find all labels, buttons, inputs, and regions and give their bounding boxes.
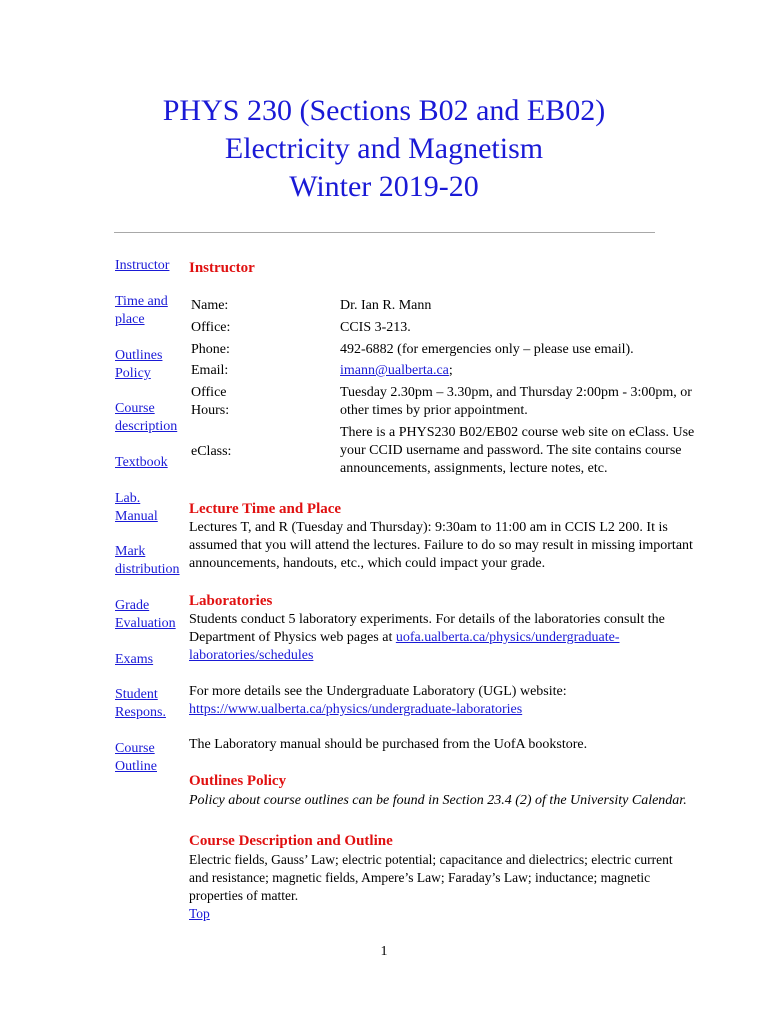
name-label: Name: <box>191 298 229 313</box>
title-divider <box>114 232 655 233</box>
section-heading-laboratories: Laboratories <box>189 593 273 609</box>
page-number: 1 <box>380 944 388 959</box>
nav-link-grade-evaluation[interactable]: Grade Evaluation <box>115 598 176 631</box>
nav-link-mark-distribution[interactable]: Mark distribution <box>115 544 180 577</box>
office-hours-label: Office Hours: <box>191 385 230 418</box>
title-course: PHYS 230 (Sections B02 and EB02) <box>162 94 606 127</box>
nav-link-exams[interactable]: Exams <box>115 652 154 667</box>
lab-manual-text: The Laboratory manual should be purchased from the UofA bookstore. <box>189 737 588 752</box>
nav-link-outlines-policy[interactable]: Outlines Policy <box>115 348 163 381</box>
ugl-website-link[interactable]: https://www.ualberta.ca/physics/undergraduate-laboratories <box>189 702 523 717</box>
office-value: CCIS 3-213. <box>340 320 411 335</box>
outlines-policy-text: Policy about course outlines can be found in Section 23.4 (2) of the University Calendar. <box>189 793 687 808</box>
laboratories-text: Students conduct 5 laboratory experiments. For details of the laboratories consult the Department of Physics web pages at uofa.ualberta.ca/physics/undergraduate- laboratories/schedules <box>189 612 665 663</box>
nav-link-time-and-place[interactable]: Time and place <box>115 294 168 327</box>
lab-schedule-link[interactable]: uofa.ualberta.ca/physics/undergraduate- <box>395 630 620 645</box>
name-value: Dr. Ian R. Mann <box>340 298 432 313</box>
title-subject: Electricity and Magnetism <box>224 132 544 165</box>
nav-link-student-responsibilities[interactable]: Student Respons. <box>115 687 166 720</box>
eclass-value: There is a PHYS230 B02/EB02 course web site on eClass. Use your CCID username and password. The site contains course announcements, assignments, lecture notes, etc. <box>340 425 695 476</box>
email-label: Email: <box>191 363 229 378</box>
phone-label: Phone: <box>191 342 230 357</box>
top-link[interactable]: Top <box>189 906 210 921</box>
section-heading-lecture: Lecture Time and Place <box>189 501 342 517</box>
eclass-label: eClass: <box>191 444 232 459</box>
nav-link-course-description[interactable]: Course description <box>115 401 178 434</box>
section-heading-course-description: Course Description and Outline <box>189 833 393 849</box>
title-term: Winter 2019-20 <box>289 170 479 203</box>
phone-value: 492-6882 (for emergencies only – please use email). <box>340 342 634 357</box>
nav-link-instructor[interactable]: Instructor <box>115 258 170 273</box>
document-title <box>0 92 768 206</box>
section-heading-instructor: Instructor <box>189 260 255 276</box>
section-heading-outlines-policy: Outlines Policy <box>189 773 287 789</box>
course-description-text: Electric fields, Gauss’ Law; electric potential; capacitance and dielectrics; electric current and resistance; magnetic fields, Ampere’s Law; Faraday’s Law; inductance; magnetic properties of matter. Top <box>189 852 673 921</box>
office-hours-value: Tuesday 2.30pm – 3.30pm, and Thursday 2:00pm - 3:00pm, or other times by prior appointment. <box>340 385 692 418</box>
email-link[interactable]: imann@ualberta.ca <box>340 363 449 378</box>
nav-link-textbook[interactable]: Textbook <box>115 455 168 470</box>
ugl-text: For more details see the Undergraduate Laboratory (UGL) website: https://www.ualberta.ca/physics/undergraduate-laboratories <box>189 684 567 717</box>
lecture-text: Lectures T, and R (Tuesday and Thursday): 9:30am to 11:00 am in CCIS L2 200. It is assumed that you will attend the lectures. Failure to do so may result in missing important announcements, handouts, etc., which could impact your grade. <box>189 520 693 571</box>
nav-link-lab-manual[interactable]: Lab. Manual <box>115 491 158 524</box>
nav-link-course-outline[interactable]: Course Outline <box>115 741 157 774</box>
office-label: Office: <box>191 320 231 335</box>
lab-schedule-link-cont[interactable]: laboratories/schedules <box>189 648 314 663</box>
email-value: imann@ualberta.ca; <box>340 363 453 378</box>
